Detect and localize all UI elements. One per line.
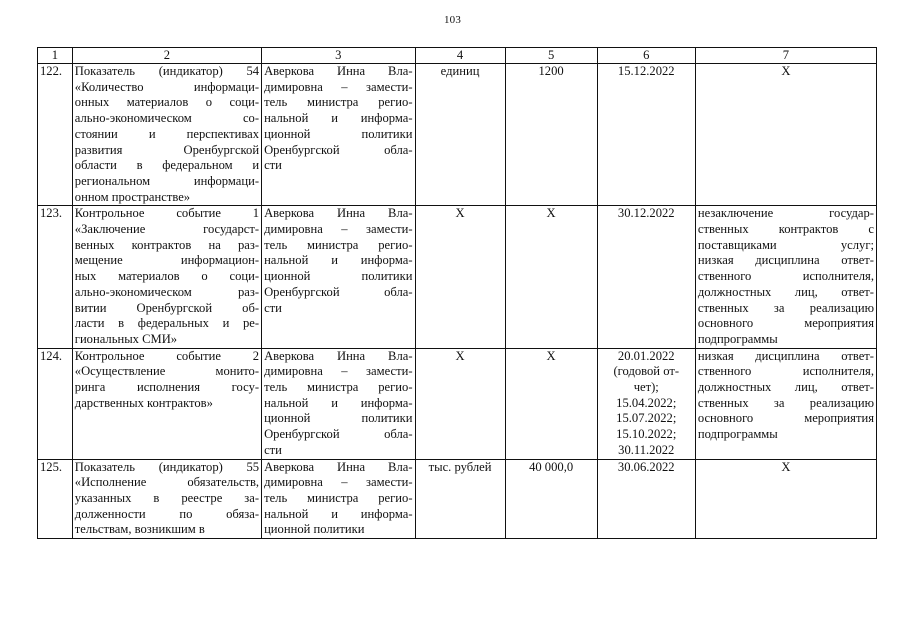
text-line: незаключение государ-	[697, 206, 874, 221]
text-line: указанных в реестре за-	[74, 490, 260, 505]
responsible-person-cell	[262, 348, 415, 459]
value-cell: Х	[505, 348, 597, 459]
text-line: ственного исполнителя,	[697, 269, 874, 284]
text-line: «Исполнение обязательств,	[74, 475, 260, 490]
text-line: Аверкова Инна Вла-	[264, 64, 413, 78]
text-line: ально-экономическом со-	[74, 111, 260, 126]
text-line: низкая дисциплина ответ-	[697, 253, 874, 268]
text-line: ных материалов о соци-	[74, 269, 260, 284]
indicator-name-cell	[72, 348, 261, 459]
text-line: подпрограммы	[697, 331, 778, 346]
text-line: онных материалов о соци-	[74, 95, 260, 110]
text-line: 15.04.2022;	[616, 395, 677, 410]
row-number-cell: 123.	[38, 206, 73, 348]
column-header: 6	[597, 48, 695, 64]
table-header-row	[38, 48, 877, 64]
text-line: нальной и информа-	[264, 253, 413, 268]
value-cell: Х	[505, 206, 597, 348]
text-line: нальной и информа-	[264, 395, 413, 410]
table-row	[38, 64, 877, 206]
text-line: ринга исполнения госу-	[74, 380, 260, 395]
text-line: Показатель (индикатор) 54	[74, 64, 260, 78]
table-row	[38, 206, 877, 348]
text-line: ционной политики	[264, 411, 413, 426]
text-line: гиональных СМИ»	[74, 331, 178, 346]
text-line: тель министра регио-	[264, 95, 413, 110]
text-line: (годовой от-	[613, 364, 680, 379]
text-line: должностных лиц, ответ-	[697, 284, 874, 299]
text-line: основного мероприятия	[697, 411, 874, 426]
text-line: 30.11.2022	[618, 442, 675, 457]
text-line: димировна – замести-	[264, 79, 413, 94]
text-line: тель министра регио-	[264, 380, 413, 395]
text-line: ственных за реализацию	[697, 300, 874, 315]
text-line: витии Оренбургской об-	[74, 300, 260, 315]
risk-cell	[695, 348, 876, 459]
page-number: 103	[443, 14, 462, 26]
text-line: Контрольное событие 2	[74, 348, 260, 363]
text-line: поставщиками услуг;	[697, 237, 874, 252]
text-line: Аверкова Инна Вла-	[264, 348, 413, 363]
text-line: онном пространстве»	[74, 189, 191, 204]
text-line: сти	[264, 300, 282, 315]
text-line: ционной политики	[264, 522, 365, 537]
table-row	[38, 459, 877, 539]
responsible-person-cell	[262, 459, 415, 539]
row-number-cell: 125.	[38, 459, 73, 539]
risk-cell	[695, 206, 876, 348]
text-line: Аверкова Инна Вла-	[264, 206, 413, 221]
value-cell: 40 000,0	[505, 459, 597, 539]
text-line: 15.07.2022;	[616, 411, 677, 426]
text-line: Оренбургской обла-	[264, 427, 413, 442]
text-line: «Осуществление монито-	[74, 364, 260, 379]
plan-table	[37, 47, 877, 539]
text-line: «Заключение государст-	[74, 222, 260, 237]
text-line: региональном информаци-	[74, 173, 260, 188]
text-line: чет);	[633, 380, 659, 395]
text-line: тельствам, возникшим в	[74, 522, 205, 537]
column-header: 3	[262, 48, 415, 64]
text-line: ственных за реализацию	[697, 395, 874, 410]
text-line: ально-экономическом раз-	[74, 284, 260, 299]
unit-cell: тыс. рублей	[415, 459, 505, 539]
text-line: области в федеральном и	[74, 158, 260, 173]
text-line: нальной и информа-	[264, 111, 413, 126]
text-line: димировна – замести-	[264, 475, 413, 490]
unit-cell: Х	[415, 348, 505, 459]
text-line: Показатель (индикатор) 55	[74, 459, 260, 474]
text-line: ласти в федеральных и ре-	[74, 316, 260, 331]
text-line: долженности по обяза-	[74, 506, 260, 521]
deadline-cell	[597, 348, 695, 459]
column-header: 5	[505, 48, 597, 64]
text-line: основного мероприятия	[697, 316, 874, 331]
text-line: димировна – замести-	[264, 364, 413, 379]
text-line: ственных контрактов с	[697, 222, 874, 237]
text-line: мещение информацион-	[74, 253, 260, 268]
column-header: 4	[415, 48, 505, 64]
value-cell: 1200	[505, 64, 597, 206]
indicator-name-cell	[72, 206, 261, 348]
text-line: 15.10.2022;	[616, 427, 677, 442]
text-line: тель министра регио-	[264, 237, 413, 252]
text-line: венных контрактов на раз-	[74, 237, 260, 252]
deadline-cell	[597, 459, 695, 539]
text-line: 15.12.2022	[617, 64, 675, 78]
text-line: 30.12.2022	[617, 206, 675, 221]
text-line: димировна – замести-	[264, 222, 413, 237]
text-line: сти	[264, 442, 282, 457]
column-header: 2	[72, 48, 261, 64]
text-line: ственного исполнителя,	[697, 364, 874, 379]
text-line: 30.06.2022	[617, 459, 675, 474]
text-line: «Количество информаци-	[74, 79, 260, 94]
text-line: Аверкова Инна Вла-	[264, 459, 413, 474]
text-line: сти	[264, 158, 282, 173]
risk-cell	[695, 459, 876, 539]
column-header: 1	[38, 48, 73, 64]
text-line: Х	[781, 459, 791, 474]
text-line: Х	[781, 64, 791, 78]
responsible-person-cell	[262, 206, 415, 348]
table-row	[38, 348, 877, 459]
text-line: низкая дисциплина ответ-	[697, 348, 874, 363]
text-line: должностных лиц, ответ-	[697, 380, 874, 395]
responsible-person-cell	[262, 64, 415, 206]
deadline-cell	[597, 206, 695, 348]
text-line: развития Оренбургской	[74, 142, 260, 157]
indicator-name-cell	[72, 459, 261, 539]
unit-cell: Х	[415, 206, 505, 348]
column-header: 7	[695, 48, 876, 64]
row-number-cell: 122.	[38, 64, 73, 206]
text-line: дарственных контрактов»	[74, 395, 213, 410]
deadline-cell	[597, 64, 695, 206]
text-line: ционной политики	[264, 269, 413, 284]
text-line: 20.01.2022	[617, 348, 675, 363]
unit-cell: единиц	[415, 64, 505, 206]
text-line: стоянии и перспективах	[74, 126, 260, 141]
text-line: Оренбургской обла-	[264, 284, 413, 299]
risk-cell	[695, 64, 876, 206]
text-line: Оренбургской обла-	[264, 142, 413, 157]
row-number-cell: 124.	[38, 348, 73, 459]
indicator-name-cell	[72, 64, 261, 206]
text-line: нальной и информа-	[264, 506, 413, 521]
text-line: подпрограммы	[697, 427, 778, 442]
text-line: ционной политики	[264, 126, 413, 141]
text-line: тель министра регио-	[264, 490, 413, 505]
text-line: Контрольное событие 1	[74, 206, 260, 221]
